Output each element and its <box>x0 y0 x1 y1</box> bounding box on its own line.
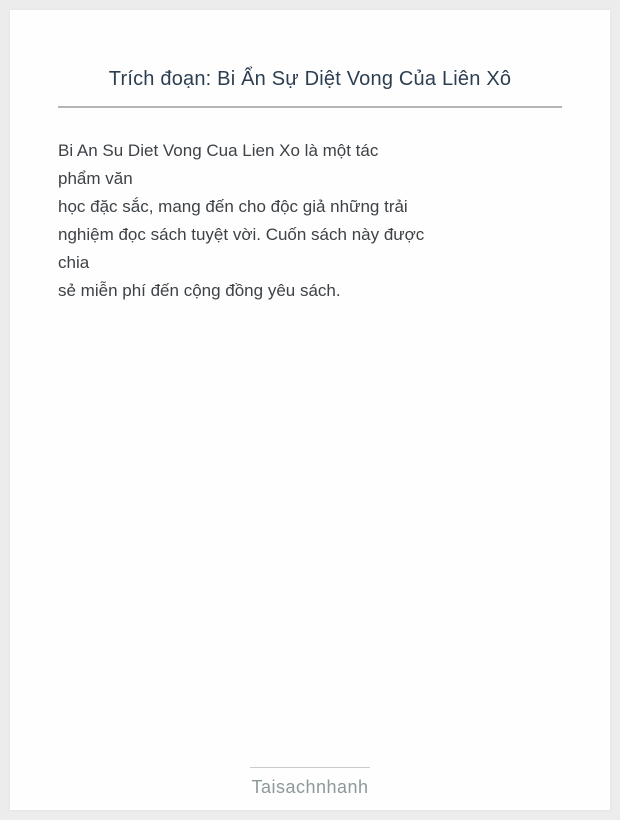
footer-brand: Taisachnhanh <box>251 777 369 797</box>
title-divider <box>58 106 562 108</box>
body-line: nghiệm đọc sách tuyệt vời. Cuốn sách này được <box>58 225 425 244</box>
body-line: Bi An Su Diet Vong Cua Lien Xo là một tác <box>58 141 379 160</box>
body-line: sẻ miễn phí đến cộng đồng yêu sách. <box>58 281 341 300</box>
footer-divider <box>250 767 370 768</box>
excerpt-body <box>58 137 562 305</box>
body-line: học đặc sắc, mang đến cho độc giả những trải <box>58 197 408 216</box>
body-line: phẩm văn <box>58 169 133 188</box>
page-footer <box>58 767 562 810</box>
body-line: chia <box>58 253 90 272</box>
document-card <box>10 10 610 810</box>
page-title: Trích đoạn: Bi Ẩn Sự Diệt Vong Của Liên Xô <box>108 68 512 90</box>
